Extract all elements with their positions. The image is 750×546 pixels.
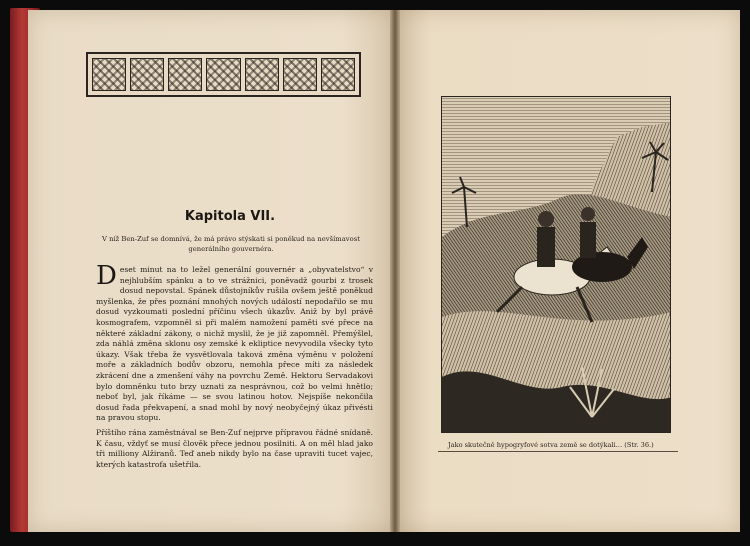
ornament-tile: [168, 58, 202, 91]
engraving-riders-image: [442, 97, 671, 433]
chapter-subtitle: V níž Ben-Zuf se domnívá, že má právo stýskati si poněkud na nevšímavost generálního gouvernéra.: [102, 235, 360, 253]
ornament-tile: [206, 58, 240, 91]
paragraph-2: Příštího rána zaměstnával se Ben-Zuf nejprve přípravou řádné snídaně. K času, vždyť se musí člověk přece jednou posilniti. A on měl hlad jako tři milliony Alžiranů. Teď aneb nikdy bylo na čase upraviti tucet vajec, kterých katastrofa ušetřila.: [96, 427, 373, 469]
illustration-caption: Jako skutečně hypogryfové sotva země se dotýkali… (Str. 36.): [448, 441, 654, 449]
book-gutter: [390, 10, 400, 532]
decorative-header-ornament: [86, 52, 361, 97]
ornament-tile: [92, 58, 126, 91]
paragraph-1: [96, 261, 373, 424]
ornament-tile: [321, 58, 355, 91]
ornament-tile: [130, 58, 164, 91]
chapter-body: [96, 261, 373, 474]
ornament-tile: [245, 58, 279, 91]
paragraph-1-text: eset minut na to ležel generální gouvernér a „obyvatelstvo“ v nejhlubším spánku a to ve strážnici, poněvadž gourbi z trosek dosud nepovstal. Spánek důstojníkův rušila ovšem ještě poněkud myšlenka, že přes poznání mnohých nových událostí nepodařilo se mu dosud vyzkoumati poslední příčinu všech úkazův. Aniž by byl právě kosmografem, vzpomněl si při malém namožení paměti své přece na některé základní zákony, o nichž myslil, že je již zapomněl. Přemýšlel, zda náhlá změna sklonu osy zemské k ekliptice nevyvodila všecky tyto úkazy. Však třeba že vysvětlovala taková změna výměnu v položení moře a základních bodův obzoru, nemohla přece míti za následek zkrácení dne a zmenšení váhy na povrchu Země. Hektoru Servadakovi bylo domněnku tuto brzy uznati za nesprávnou, což bo velmi hnětlo; neboť byl, jak říkáme — se svou latinou hotov. Nejspíše nekončila dosud řada překvapení, a snad mohl by nový neobyčejný úkaz přivésti na pravou stopu.: [96, 265, 373, 423]
chapter-title: Kapitola VII.: [184, 209, 276, 224]
drop-cap: D: [96, 261, 117, 291]
engraving-illustration: [441, 96, 671, 433]
ornament-tile: [283, 58, 317, 91]
caption-underline: [438, 451, 678, 452]
